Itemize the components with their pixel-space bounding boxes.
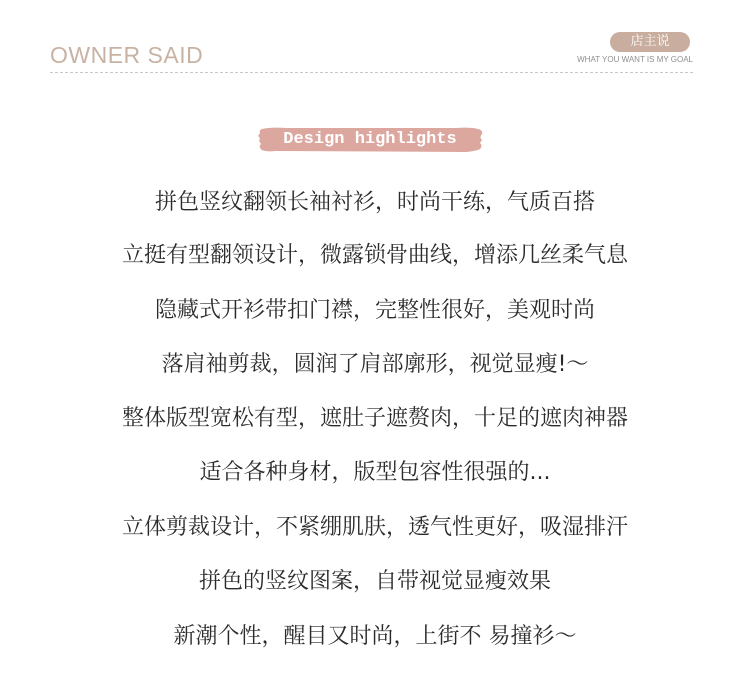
design-highlights-label: Design highlights bbox=[283, 130, 457, 149]
highlight-line: 拼色的竖纹图案，自带视觉显瘦效果 bbox=[198, 569, 551, 594]
highlight-line: 拼色竖纹翻领长袖衬衫，时尚干练，气质百搭 bbox=[154, 190, 595, 215]
shop-owner-badge: 店主说 bbox=[610, 32, 690, 52]
highlight-line: 落肩袖剪裁，圆润了肩部廓形，视觉显瘦!～ bbox=[161, 352, 589, 377]
tagline: WHAT YOU WANT IS MY GOAL bbox=[577, 55, 693, 64]
highlight-line: 立挺有型翻领设计，微露锁骨曲线，增添几丝柔气息 bbox=[121, 243, 628, 268]
highlight-line: 立体剪裁设计，不紧绷肌肤，透气性更好，吸湿排汗 bbox=[121, 515, 628, 540]
owner-said-title: OWNER SAID bbox=[50, 42, 204, 68]
highlight-line: 隐藏式开衫带扣门襟，完整性很好，美观时尚 bbox=[154, 298, 595, 323]
design-highlights-banner bbox=[256, 126, 484, 154]
header-divider bbox=[50, 72, 693, 73]
highlight-line: 整体版型宽松有型，遮肚子遮赘肉，十足的遮肉神器 bbox=[121, 406, 628, 431]
highlight-line: 适合各种身材，版型包容性很强的... bbox=[199, 460, 551, 485]
highlight-line: 新潮个性，醒目又时尚，上街不 易撞衫～ bbox=[173, 624, 577, 649]
